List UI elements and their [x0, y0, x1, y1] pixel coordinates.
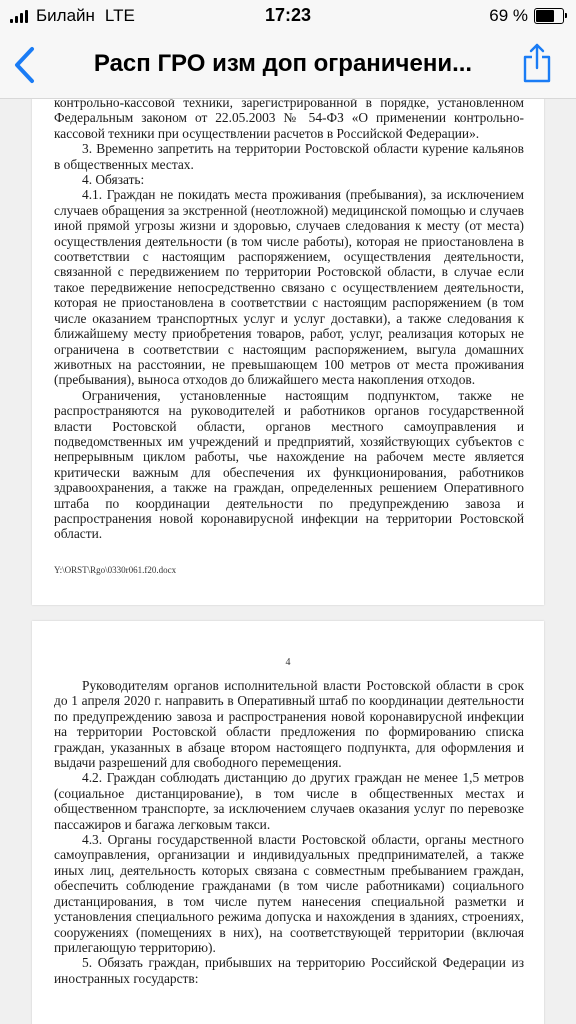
- document-title: Расп ГРО изм доп ограничени...: [93, 50, 473, 77]
- paragraph: контрольно-кассовой техники, зарегистрированной в порядке, установленном Федеральным законом от 22.05.2003 № 54-ФЗ «О применении контрольно-кассовой техники при осуществлении расчетов в Российской Федерации».: [54, 99, 524, 141]
- back-button[interactable]: [10, 46, 40, 84]
- page-number: 4: [285, 657, 291, 668]
- status-right: [489, 6, 564, 26]
- paragraph: Руководителям органов исполнительной власти Ростовской области в срок до 1 апреля 2020 г. направить в Оперативный штаб по координации деятельности по предупреждению завоза и распространения новой коронавирусной инфекции на территории Ростовской области предложения по формированию списка граждан, указанных в абзаце втором настоящего подпункта, для оформления и выдачи разрешений для свободного перемещения.: [54, 678, 524, 771]
- share-button[interactable]: [520, 42, 554, 84]
- file-path-footer: Y:\ORST\Rgo\0330r061.f20.docx: [54, 565, 177, 575]
- document-viewer[interactable]: [0, 99, 576, 1024]
- paragraph: 5. Обязать граждан, прибывших на территорию Российской Федерации из иностранных государств:: [54, 955, 524, 986]
- nav-bar: [0, 32, 576, 99]
- paragraph: 4.1. Граждан не покидать места проживания (пребывания), за исключением случаев обращения за экстренной (неотложной) медицинской помощью и случаев иной прямой угрозы жизни и здоровью, случаев следования к месту (от места) осуществления деятельности (в том числе работы), которая не приостановлена в соответствии с настоящим распоряжением, осуществления деятельности, связанной с передвижением по территории Ростовской области, в случае если такое передвижение непосредственно связано с осуществлением деятельности, которая не приостановлена в соответствии с настоящим распоряжением (в том числе оказанием транспортных услуг и услуг доставки), а также следования к ближайшему месту приобретения товаров, работ, услуг, реализация которых не ограничена в соответствии с настоящим распоряжением, выгула домашних животных на расстоянии, не превышающем 100 метров от места проживания (пребывания), выноса отходов до ближайшего места накопления отходов.: [54, 187, 524, 388]
- chevron-left-icon: [10, 46, 40, 84]
- battery-icon: [534, 8, 564, 24]
- page-body: [54, 99, 524, 542]
- network-type: LTE: [104, 6, 135, 25]
- carrier-name: Билайн: [36, 6, 95, 25]
- paragraph: 3. Временно запретить на территории Ростовской области курение кальянов в общественных местах.: [54, 141, 524, 172]
- paragraph: Ограничения, установленные настоящим подпунктом, также не распространяются на руководителей и работников органов государственной власти Ростовской области, органов местного самоуправления и подведомственных им учреждений и предприятий, хозяйствующих субъектов с непрерывным циклом работы, чье нахождение на рабочем месте является критически важным для обеспечения их функционирования, работников здравоохранения, а также на граждан, определенных решением Оперативного штаба по координации деятельности по предупреждению завоза и распространения новой коронавирусной инфекции на территории Ростовской области.: [54, 387, 524, 542]
- battery-percent: 69 %: [489, 6, 528, 25]
- paragraph: 4.3. Органы государственной власти Ростовской области, органы местного самоуправления, организации и индивидуальных предпринимателей, а также иных лиц, деятельность которых связана с совместным пребыванием граждан, обеспечить соблюдение гражданами (в том числе работниками) социального дистанцирования, в том числе путем нанесения специальной разметки и установления специального режима допуска и нахождения в зданиях, строениях, сооружениях (помещениях в них), на соответствующей территории (включая прилегающую территорию).: [54, 832, 524, 955]
- document-page-4: [32, 621, 544, 1024]
- page-body: [54, 678, 524, 986]
- share-icon: [520, 42, 554, 84]
- paragraph: 4.2. Граждан соблюдать дистанцию до других граждан не менее 1,5 метров (социальное дистанцирование), в том числе в общественных местах и общественном транспорте, за исключением случаев оказания услуг по перевозке пассажиров и багажа легковым такси.: [54, 770, 524, 832]
- document-page-3: [32, 99, 544, 605]
- paragraph: 4. Обязать:: [82, 172, 145, 188]
- status-bar: [0, 0, 576, 32]
- status-time: 17:23: [264, 5, 312, 25]
- battery-fill: [536, 10, 554, 22]
